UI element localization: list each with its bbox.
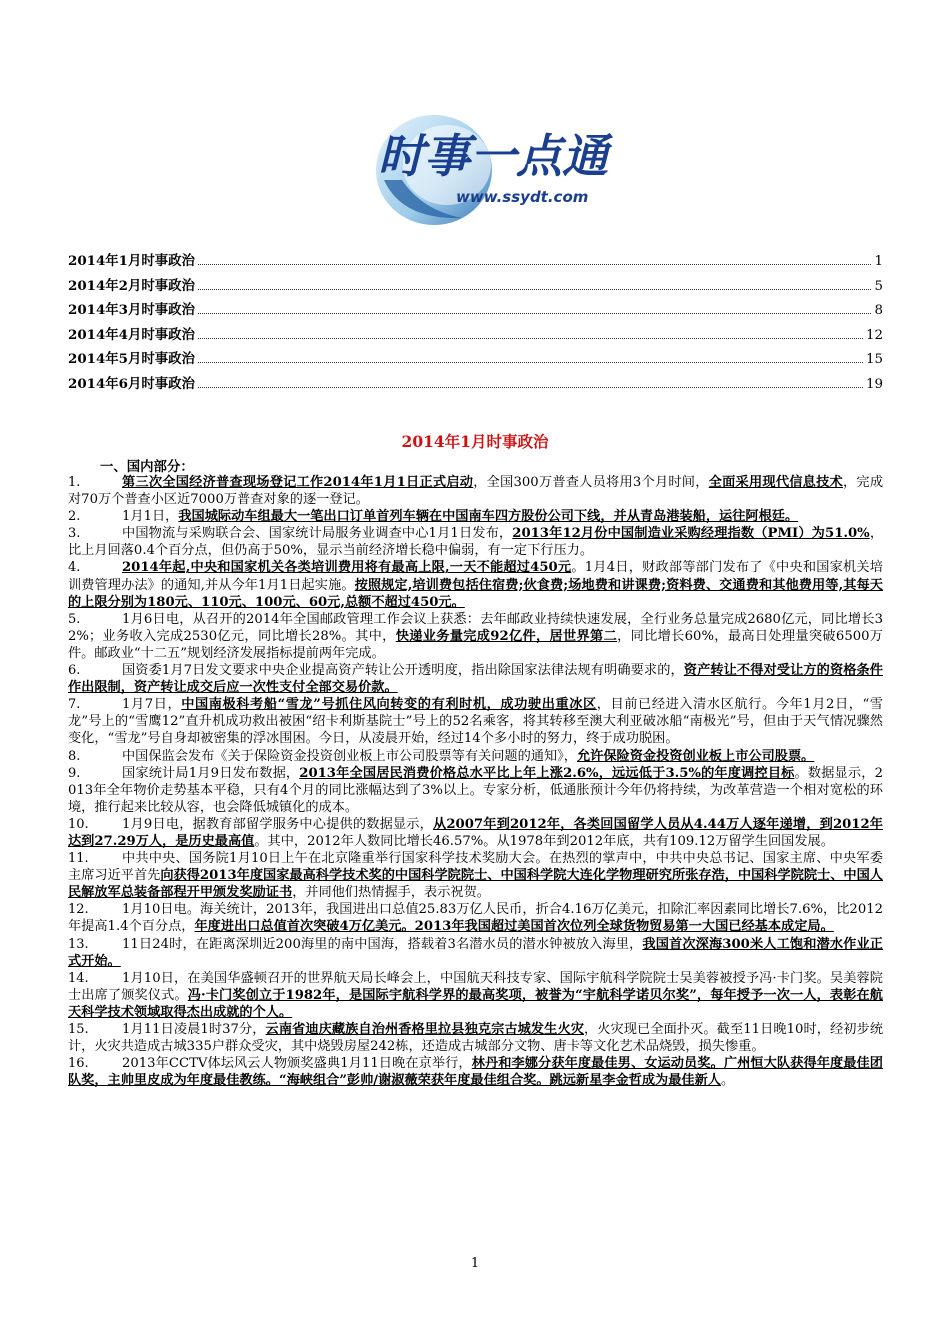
toc-entry-title: 2014年4月时事政治 [68, 326, 195, 343]
toc-entry-page: 8 [874, 303, 883, 319]
toc-entry-page: 12 [865, 327, 883, 343]
item-text: 中国物流与采购联合会、国家统计局服务业调查中心1月1日发布， [122, 526, 513, 542]
item-number: 8. [68, 748, 81, 764]
item-text: 。数据显示，2013年全年物价走势基本平稳，只有4个月的同比涨幅达到了3%以上。专家分析，低通胀预计今年仍将持续，为改革营造一个相对宽松的环境，推行起来比较从容，也会降低城镇化的成本。 [68, 765, 883, 815]
news-item [68, 816, 883, 850]
item-highlight: 第三次全国经济普查现场登记工作2014年1月1日正式启动 [122, 475, 474, 490]
item-text: 2013年CCTV体坛风云人物颁奖盛典1月11日晚在京举行， [122, 1056, 472, 1072]
item-text: 1月1日， [122, 509, 179, 525]
section-title: 2014年1月时事政治 [401, 432, 549, 451]
item-highlight: 资产转让不得对受让方的资格条件作出限制，资产转让成交后应一次性支付全部交易价款。 [68, 663, 883, 696]
item-highlight: 允许保险资金投资创业板上市公司股票。 [576, 748, 815, 764]
logo-url: www.ssydt.com [456, 188, 589, 206]
item-highlight: 我国城际动车组最大一笔出口订单首列车辆在中国南车四方股份公司下线，并从青岛港装船，运往阿根廷。 [178, 509, 799, 525]
news-item [68, 850, 883, 901]
toc-leader-dots [198, 338, 863, 339]
toc-entry[interactable] [68, 250, 883, 275]
item-text: ，同比增长60%，最高日处理量突破6500万件。邮政业“十二五”规划经济发展指标提前两年完成。 [68, 628, 883, 661]
news-item [68, 696, 883, 747]
item-highlight: 全面采用现代信息技术 [708, 475, 843, 490]
item-text: 1月9日电，据教育部留学服务中心提供的数据显示， [122, 816, 434, 832]
item-text: 中国保监会发布《关于保险资金投资创业板上市公司股票等有关问题的通知》， [122, 748, 577, 764]
item-text: 1月7日， [122, 697, 182, 713]
item-number: 6. [68, 663, 81, 679]
toc-entry[interactable] [68, 299, 883, 324]
toc-entry-title: 2014年5月时事政治 [68, 351, 195, 368]
subsection-title: 一、国内部分： [100, 459, 194, 475]
news-item [68, 970, 883, 1021]
item-number: 10. [68, 816, 89, 832]
item-highlight: 林丹和李娜分获年度最佳男、女运动员奖。广州恒大队获得年度最佳团队奖，主帅里皮成为年度最佳教练。“海峡组合”彭帅/谢淑薇荣获年度最佳组合奖。跳远新星李金哲成为最佳新人 [68, 1056, 883, 1089]
item-number: 16. [68, 1056, 89, 1072]
item-highlight: 年度进出口总值首次突破4万亿美元。2013年我国超过美国首次位列全球货物贸易第一大国已经基本成定局。 [194, 919, 834, 935]
item-highlight: 我国首次深海300米人工饱和潜水作业正式开始。 [68, 936, 883, 969]
item-text: ，并同他们热情握手，表示祝贺。 [292, 885, 490, 901]
toc-leader-dots [198, 313, 872, 314]
news-item [68, 525, 883, 559]
toc-entry[interactable] [68, 348, 883, 373]
toc-entry-page: 19 [865, 376, 883, 392]
item-number: 7. [68, 697, 81, 713]
news-item [68, 936, 883, 970]
news-item [68, 662, 883, 696]
item-number: 3. [68, 526, 81, 542]
item-highlight: 2014年起,中央和国家机关各类培训费用将有最高上限,一天不能超过450元 [122, 560, 572, 576]
item-text: 中共中央、国务院1月10日上午在北京隆重举行国家科学技术奖励大会。在热烈的掌声中，中共中央总书记、国家主席、中央军委主席习近平首先 [68, 851, 883, 884]
toc-entry-page: 5 [874, 278, 883, 294]
item-number: 9. [68, 765, 81, 781]
toc-entry[interactable] [68, 275, 883, 300]
toc-leader-dots [198, 264, 872, 265]
item-highlight: 向获得2013年度国家最高科学技术奖的中国科学院院士、中国科学院大连化学物理研究所张存浩，中国科学院院士、中国人民解放军总装备部程开甲颁发奖励证书 [68, 868, 883, 901]
item-number: 12. [68, 902, 89, 918]
item-text: ，比上月回落0.4个百分点，但仍高于50%，显示当前经济增长稳中偏弱，有一定下行压力。 [68, 526, 884, 559]
table-of-contents [68, 250, 883, 398]
item-text: 11日24时，在距离深圳近200海里的南中国海，搭载着3名潜水员的潜水钟被放入海里， [122, 936, 643, 952]
item-text: 1月10日，在美国华盛顿召开的世界航天局长峰会上，中国航天科技专家、国际宇航科学院院士吴美蓉被授予冯·卡门奖。吴美蓉院士出席了颁奖仪式。 [68, 970, 883, 1003]
toc-entry-page: 1 [874, 254, 883, 269]
news-item [68, 1021, 883, 1055]
toc-entry-title: 2014年3月时事政治 [68, 302, 195, 319]
item-text: ，完成对70万个普查小区近7000万普查对象的逐一登记。 [68, 475, 884, 508]
toc-entry-title: 2014年2月时事政治 [68, 277, 195, 294]
item-number: 15. [68, 1022, 89, 1037]
news-list [68, 474, 883, 1089]
item-text: 1月6日电，从召开的2014年全国邮政管理工作会议上获悉：去年邮政业持续快速发展，全行业务总量完成2680亿元，同比增长32%；业务收入完成2530亿元，同比增长28%。其中， [68, 611, 883, 644]
item-text: 。1月4日，财政部等部门发布了《中央和国家机关培训费管理办法》的通知,并从今年1月1日起实施。 [68, 560, 883, 593]
toc-entry-title: 2014年1月时事政治 [68, 253, 195, 269]
toc-leader-dots [198, 387, 863, 388]
item-text: 。 [720, 1073, 735, 1089]
item-highlight: 按照规定,培训费包括住宿费;伙食费;场地费和讲课费;资料费、交通费和其他费用等,其每天的上限分别为180元、110元、100元、60元,总额不超过450元。 [68, 577, 883, 610]
news-item [68, 765, 883, 816]
item-text: ，目前已经进入清水区航行。今年1月2日，“雪龙”号上的“雪鹰12”直升机成功救出被困“绍卡利斯基院士”号上的52名乘客，将其转移至澳大利亚破冰船“南极光”号，但由于天气情况骤然变化，“雪龙”号自身却被密集的浮冰围困。今日，从凌晨开始，经过14个多小时的努力，终于成功脱困。 [68, 697, 883, 747]
item-highlight: 从2007年到2012年，各类回国留学人员从4.44万人逐年递增，到2012年达到27.29万人，是历史最高值 [68, 816, 883, 849]
item-text: 国家统计局1月9日发布数据， [122, 765, 300, 781]
toc-entry-title: 2014年6月时事政治 [68, 375, 195, 392]
news-item [68, 474, 883, 508]
toc-leader-dots [198, 289, 872, 290]
news-item [68, 748, 883, 765]
item-highlight: 2013年12月份中国制造业采购经理指数（PMI）为51.0% [512, 526, 870, 542]
toc-entry[interactable] [68, 324, 883, 349]
item-highlight: 冯·卡门奖创立于1982年，是国际宇航科学界的最高奖项，被誉为“宇航科学诺贝尔奖”，每年授予一次一人，表彰在航天科学技术领域取得杰出成就的个人。 [68, 987, 883, 1020]
item-text: 国资委1月7日发文要求中央企业提高资产转让公开透明度，指出除国家法律法规有明确要求的， [122, 663, 684, 679]
item-number: 14. [68, 970, 89, 986]
logo-text: 时事一点通 [378, 129, 608, 183]
item-number: 5. [68, 611, 81, 627]
item-text: 1月11日凌晨1时37分， [122, 1022, 266, 1037]
item-number: 13. [68, 936, 89, 952]
news-item [68, 1055, 883, 1089]
item-number: 2. [68, 509, 81, 525]
toc-leader-dots [198, 362, 863, 363]
item-highlight: 快递业务量完成92亿件，居世界第二 [395, 628, 618, 644]
news-item [68, 508, 883, 525]
item-text: ，火灾现已全面扑灭。截至11日晚10时，经初步统计，火灾共造成古城335户群众受灾，其中烧毁房屋242栋，还造成古城部分文物、唐卡等文化艺术品烧毁，损失惨重。 [68, 1022, 884, 1055]
item-text: 1月10日电。海关统计，2013年，我国进出口总值25.83万亿人民币，折合4.16万亿美元，扣除汇率因素同比增长7.6%，比2012年提高1.4个百分点， [68, 902, 883, 935]
news-item [68, 901, 883, 935]
item-highlight: 云南省迪庆藏族自治州香格里拉县独克宗古城发生火灾 [265, 1022, 584, 1037]
item-highlight: 2013年全国居民消费价格总水平比上年上涨2.6%，远远低于3.5%的年度调控目标 [299, 765, 795, 781]
item-number: 4. [68, 560, 81, 576]
item-highlight: 中国南极科考船“雪龙”号抓住风向转变的有利时机，成功驶出重冰区 [181, 697, 597, 713]
page-number: 1 [470, 1256, 480, 1271]
news-item [68, 611, 883, 662]
toc-entry[interactable] [68, 373, 883, 398]
logo-graphic [372, 110, 632, 230]
logo [372, 110, 632, 230]
item-number: 11. [68, 851, 89, 867]
item-text: 。其中，2012年人数同比增长46.57%。从1978年到2012年底，共有109.12万留学生回国发展。 [254, 833, 834, 849]
item-text: ，全国300万普查人员将用3个月时间， [473, 475, 709, 490]
news-item [68, 559, 883, 610]
item-number: 1. [68, 475, 81, 490]
toc-entry-page: 15 [865, 352, 883, 368]
